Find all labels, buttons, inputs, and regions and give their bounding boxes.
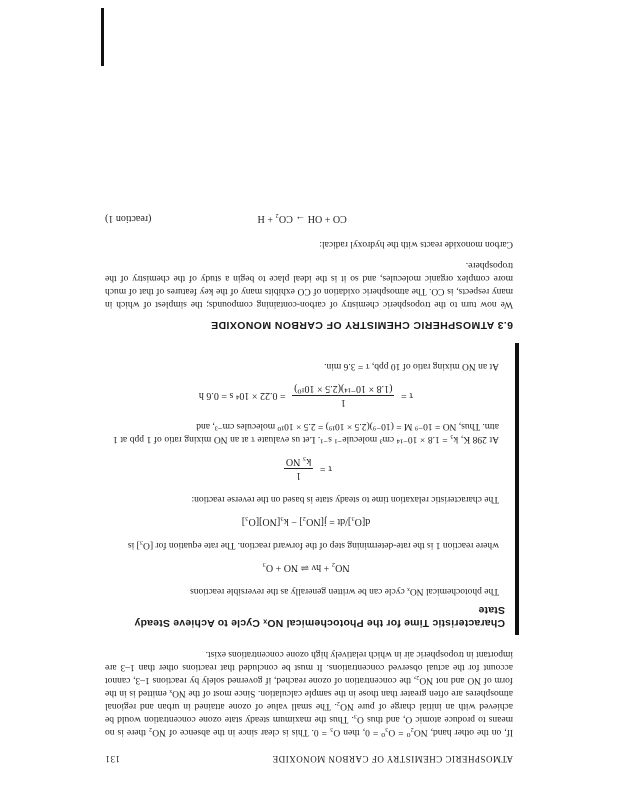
tau-eval-fraction — [292, 382, 394, 409]
box-paragraph-1: The photochemical NOₓ cycle can be written generally as the reversible reactions — [190, 586, 499, 596]
equation-tau — [107, 455, 505, 482]
section-heading: 6.3 ATMOSPHERIC CHEMISTRY OF CARBON MONOXIDE — [210, 319, 513, 331]
page-number: 131 — [105, 754, 120, 764]
tau-eval-lhs: τ = — [401, 390, 414, 402]
equation-tau-evaluated — [107, 382, 505, 409]
section-lead: Carbon monoxide reacts with the hydroxyl radical: — [319, 239, 513, 249]
tau-numerator: 1 — [284, 468, 313, 482]
tau-eval-rhs: = 0.22 × 10⁴ s = 0.6 h — [198, 390, 286, 402]
reaction-equation: CO + OH → CO₂ + H — [257, 213, 347, 224]
running-head — [105, 752, 513, 765]
box-paragraph-2: where reaction 1 is the rate-determining step of the forward reaction. The rate equation for [O₃] is — [127, 540, 499, 550]
reaction-label: (reaction 1) — [105, 213, 152, 224]
box-paragraph-3: The characteristic relaxation time to steady state is based on the reverse reaction: — [191, 494, 499, 504]
box-paragraph-4: At 298 K, k₃ = 1.8 × 10⁻¹⁴ cm³ molecule⁻¹ s⁻¹. Let us evaluate τ at an NO mixing ratio of 1 ppb at 1 atm. Thus, NO = 10⁻⁹ M = (10⁻⁹)(2.5 × 10¹⁹) = 2.5 × 10¹⁰ molecules cm⁻³, and — [113, 421, 499, 444]
intro-paragraph: If, on the other hand, NO₂⁰ = O₃⁰ = 0, then O₃ = 0. This is clear since in the absence of NO₂ there is no means to produce atomic O, and thus O₃. Thus the maximum steady state ozone concentration would be achieved with an initial charge of pure NO₂. The small value of ozone attained in urban and regional atmospheres are often greater than those in the sample calculation. Since most of the NOₓ emitted is in the form of NO and not NO₂, the concentration of ozone reached, if governed solely by reactions 1–3, cannot account for the actual observed concentrations. It must be concluded that reactions other than 1–3 are important in tropospheric air in which relatively high ozone concentrations exist. — [105, 649, 513, 737]
sidebar-box — [99, 343, 519, 635]
box-title: Characteristic Time for the Photochemical NOₓ Cycle to Achieve Steady State — [134, 604, 505, 629]
equation-rate: d[O₃]/dt = j[NO₂] − k₃[NO][O₃] — [241, 516, 371, 527]
section-paragraph: We now turn to the tropospheric chemistry of carbon-containing compounds; the simplest of which in many respects, is CO. The atmospheric oxidation of CO exhibits many of the key features of that of much more complex organic molecules, and so it is the ideal place to begin a study of the chemistry of the troposphere. — [105, 260, 513, 309]
equation-reversible-reaction: NO₂ + hν ⇌ NO + O₃ — [262, 562, 350, 573]
tau-denominator: k₃ NO — [285, 456, 312, 467]
tau-eval-denominator: (1.8 × 10⁻¹⁴)(2.5 × 10¹⁰) — [294, 383, 393, 394]
tau-fraction — [284, 455, 313, 482]
tau-lhs: τ = — [319, 463, 333, 475]
running-head-title: ATMOSPHERIC CHEMISTRY OF CARBON MONOXIDE — [272, 754, 513, 764]
tau-eval-numerator: 1 — [292, 395, 394, 409]
rotated-page-content — [99, 40, 519, 775]
box-paragraph-5: At an NO mixing ratio of 10 ppb, τ = 3.6 min. — [324, 361, 499, 371]
reaction-line — [105, 212, 513, 225]
